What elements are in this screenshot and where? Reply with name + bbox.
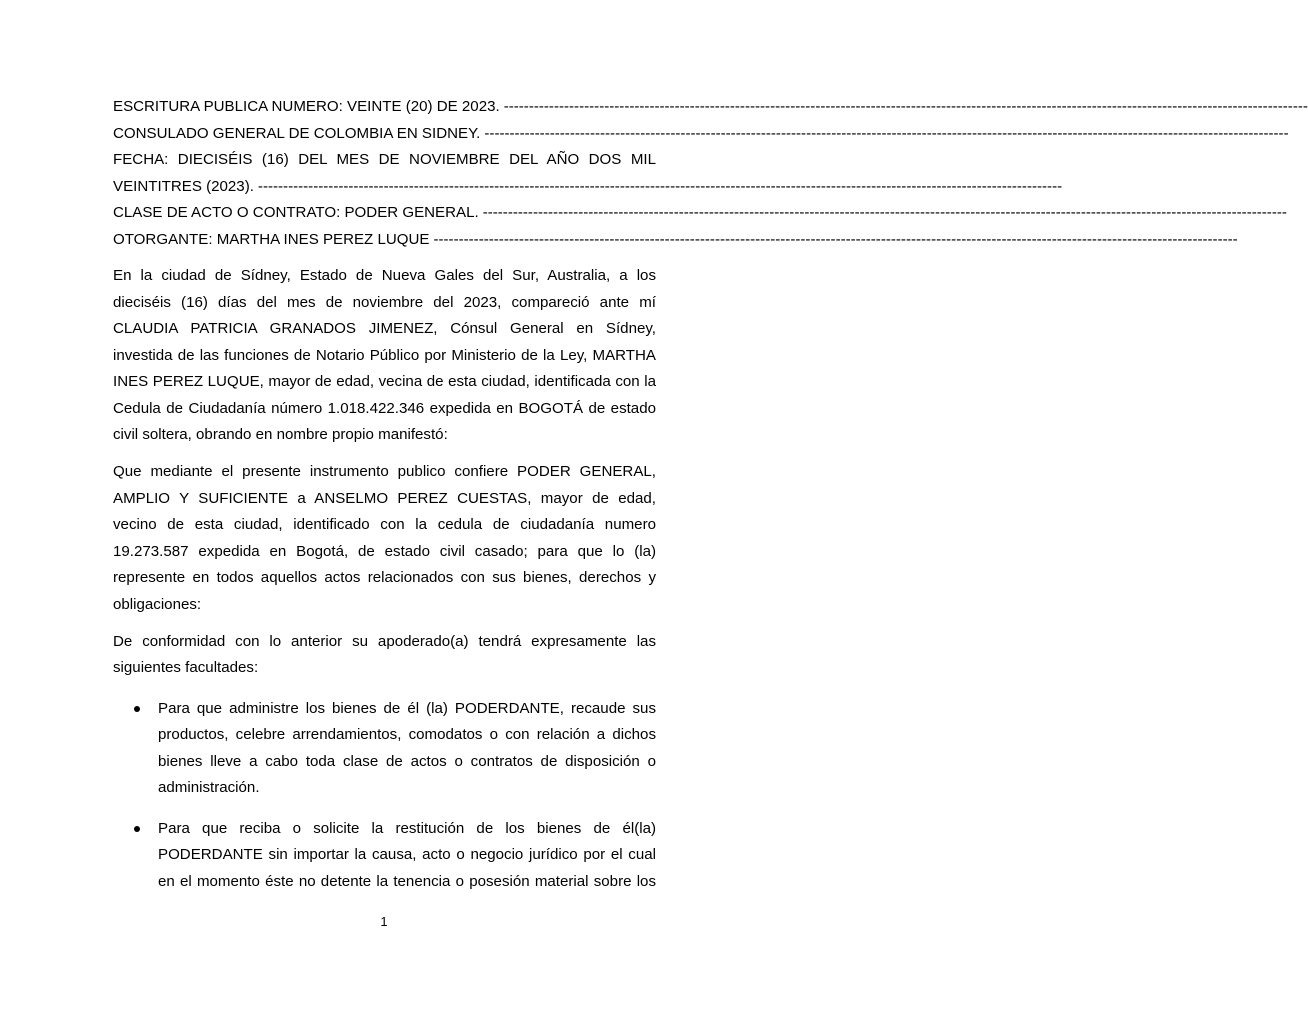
paragraph-line: CLAUDIA PATRICIA GRANADOS JIMENEZ, Cónsul General en Sídney, [113, 320, 656, 337]
header-line-text: CONSULADO GENERAL DE COLOMBIA EN SIDNEY. [113, 124, 481, 142]
header-line-deed-number [113, 94, 1308, 121]
dash-filler: ---------------------------------------------------------------------------------------------------------------------------------------------------------------- [482, 204, 1287, 221]
header-line-act-type [113, 200, 1287, 227]
dash-filler: ---------------------------------------------------------------------------------------------------------------------------------------------------------------- [484, 124, 1289, 142]
header-line-text: CLASE DE ACTO O CONTRATO: PODER GENERAL. [113, 204, 479, 221]
header-line-text: VEINTITRES (2023). [113, 177, 254, 195]
header-line-grantor [113, 227, 1238, 254]
paragraph-line: 19.273.587 expedida en Bogotá, de estado civil casado; para que lo (la) [113, 542, 656, 560]
paragraph-line: civil soltera, obrando en nombre propio manifestó: [113, 426, 448, 443]
list-item-line: bienes lleve a cabo toda clase de actos o contratos de disposición o [158, 752, 656, 770]
paragraph-line: represente en todos aquellos actos relacionados con sus bienes, derechos y [113, 569, 656, 586]
list-item-line: Para que administre los bienes de él (la) PODERDANTE, recaude sus [158, 699, 656, 717]
paragraph-line: vecino de esta ciudad, identificado con la cedula de ciudadanía numero [113, 516, 656, 533]
list-item-line: productos, celebre arrendamientos, comodatos o con relación a dichos [158, 726, 656, 743]
list-item [113, 816, 656, 896]
paragraph-line: En la ciudad de Sídney, Estado de Nueva Gales del Sur, Australia, a los [113, 267, 656, 284]
page-number: 1 [380, 914, 388, 929]
paragraph-power-of-attorney [113, 459, 656, 618]
paragraph-line: Que mediante el presente instrumento publico confiere PODER GENERAL, [113, 463, 656, 480]
paragraph-line: investida de las funciones de Notario Público por Ministerio de la Ley, MARTHA [113, 346, 656, 364]
bullet-icon [134, 826, 140, 832]
paragraph-line: AMPLIO Y SUFICIENTE a ANSELMO PEREZ CUESTAS, mayor de edad, [113, 489, 656, 507]
paragraph-line: siguientes facultades: [113, 659, 259, 676]
paragraph-line: obligaciones: [113, 595, 202, 613]
list-item [113, 696, 656, 802]
paragraph-line: INES PEREZ LUQUE, mayor de edad, vecina de esta ciudad, identificada con la [113, 373, 656, 390]
list-item-line: Para que reciba o solicite la restitución de los bienes de él(la) [158, 819, 656, 837]
paragraph-line: Cedula de Ciudadanía número 1.018.422.346 expedida en BOGOTÁ de estado [113, 399, 656, 417]
header-line-text: OTORGANTE: MARTHA INES PEREZ LUQUE [113, 230, 430, 248]
list-item-line: en el momento éste no detente la tenencia o posesión material sobre los [158, 872, 656, 890]
bullet-icon [134, 706, 140, 712]
header-line-consulate [113, 121, 1289, 148]
document-body [113, 94, 1308, 895]
header-line-year [113, 174, 1063, 201]
paragraph-faculties-intro [113, 629, 656, 682]
header-line-date: FECHA: DIECISÉIS (16) DEL MES DE NOVIEMBRE DEL AÑO DOS MIL [113, 151, 656, 168]
paragraph-appearance [113, 263, 656, 449]
dash-filler: ---------------------------------------------------------------------------------------------------------------------------------------------------------------- [257, 177, 1063, 195]
header-line-text: ESCRITURA PUBLICA NUMERO: VEINTE (20) DE 2023. [113, 98, 500, 115]
paragraph-line: dieciséis (16) días del mes de noviembre del 2023, compareció ante mí [113, 293, 656, 311]
dash-filler: ---------------------------------------------------------------------------------------------------------------------------------------------------------------- [503, 98, 1308, 115]
paragraph-line: De conformidad con lo anterior su apoderado(a) tendrá expresamente las [113, 632, 656, 650]
dash-filler: ---------------------------------------------------------------------------------------------------------------------------------------------------------------- [433, 230, 1238, 248]
list-item-line: administración. [158, 779, 260, 796]
list-item-line: PODERDANTE sin importar la causa, acto o negocio jurídico por el cual [158, 846, 656, 863]
